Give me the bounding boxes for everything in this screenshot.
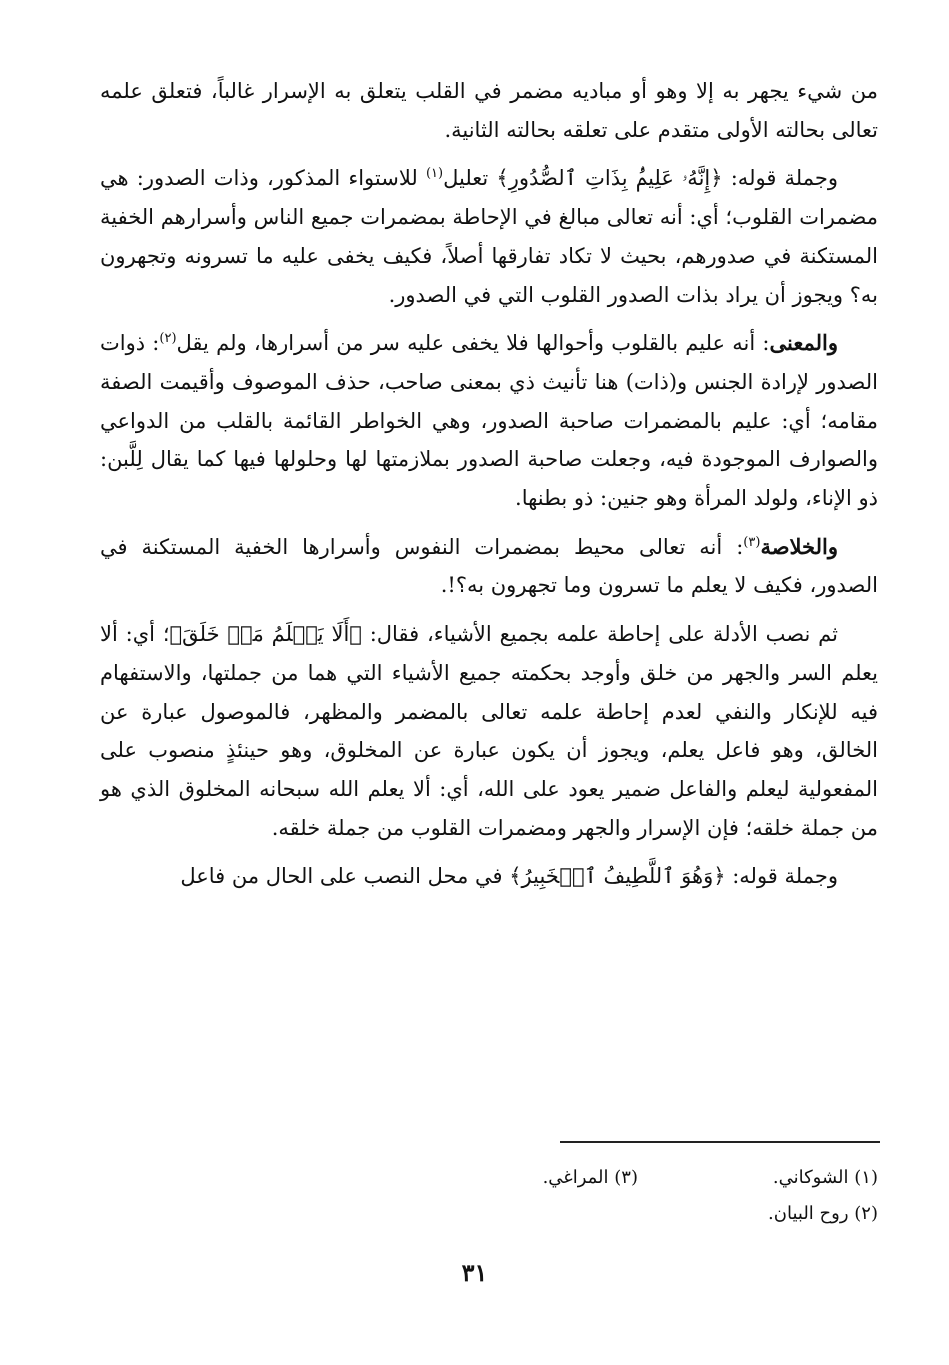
paragraph-5 xyxy=(100,615,878,847)
footnote-2 xyxy=(638,1196,878,1232)
paragraph-2-intro: وجملة قوله: xyxy=(722,166,838,191)
footnote-1-text: الشوكاني. xyxy=(772,1167,849,1188)
quran-verse-2: ﴿أَلَا يَعۡلَمُ مَنۡ خَلَقَ﴾ xyxy=(169,622,362,647)
footnote-3-text: المراغي. xyxy=(542,1167,609,1188)
footnote-2-num: (٢) xyxy=(854,1203,878,1224)
paragraph-6-text-b: في محل النصب على الحال من فاعل xyxy=(180,864,510,889)
footnote-1 xyxy=(638,1160,878,1196)
lead-word-summary: والخلاصة xyxy=(760,533,838,559)
paragraph-6-intro: وجملة قوله: xyxy=(725,864,838,889)
footnote-row-2 xyxy=(300,1196,878,1232)
footnote-row-1 xyxy=(300,1160,878,1196)
footnote-3-num: (٣) xyxy=(614,1167,638,1188)
paragraph-4 xyxy=(100,528,878,605)
footnote-ref-2: (٢) xyxy=(159,331,177,347)
footnotes xyxy=(300,1160,878,1232)
footnote-2-text: روح البيان. xyxy=(768,1203,849,1224)
paragraph-1 xyxy=(100,72,878,149)
footnote-ref-3: (٣) xyxy=(743,534,761,550)
paragraph-2-text-c: للاستواء المذكور، وذات الصدور: هي مضمرات القلوب؛ أي: أنه تعالى مبالغ في الإحاطة بمضمرات جميع الناس وأسرارهم الخفية المستكنة في صدورهم، بحيث لا تكاد تفارقها أصلاً، فكيف يخفى عليه ما تسرونه وتجهرون به؟ ويجوز أن يراد بذات الصدور القلوب التي في الصدور. xyxy=(100,166,878,307)
paragraph-4-text: : أنه تعالى محيط بمضمرات النفوس وأسرارها الخفية المستكنة في الصدور، فكيف لا يعلم ما تسرون وما تجهرون به؟!. xyxy=(100,534,878,598)
paragraph-6 xyxy=(100,857,878,896)
paragraph-5-intro: ثم نصب الأدلة على إحاطة علمه بجميع الأشياء، فقال: xyxy=(361,622,838,647)
quran-verse-3: ﴿وَهُوَ ٱللَّطِيفُ ٱلۡخَبِيرُ﴾ xyxy=(509,864,726,889)
main-text xyxy=(100,72,878,904)
paragraph-1-text: من شيء يجهر به إلا وهو أو مباديه مضمر في القلب يتعلق به الإسرار غالباً، فتعلق علمه تعالى بحالته الأولى متقدم على تعلقه بحالته الثانية. xyxy=(100,79,878,142)
paragraph-2 xyxy=(100,159,878,314)
paragraph-5-text-b: ؛ أي: ألا يعلم السر والجهر من خلق وأوجد بحكمته جميع الأشياء التي هما من جملتها، والاستفهام فيه للإنكار والنفي لعدم إحاطة علمه تعالى بالمضمر والمظهر، فالموصول عبارة عن الخالق، وهو فاعل يعلم، ويجوز أن يكون عبارة عن المخلوق، وهو حينئذٍ منصوب على المفعولية ليعلم والفاعل ضمير يعود على الله، أي: ألا يعلم الله سبحانه المخلوق الذي هو من جملة خلقه؛ فإن الإسرار والجهر ومضمرات القلوب من جملة خلقه. xyxy=(100,622,878,840)
paragraph-3-text-a: : أنه عليم بالقلوب وأحوالها فلا يخفى عليه سر من أسرارها، ولم يقل xyxy=(176,331,770,356)
footnote-1-num: (١) xyxy=(854,1167,878,1188)
paragraph-2-text-b: تعليل xyxy=(443,166,497,191)
lead-word-meaning: والمعنى xyxy=(769,330,838,356)
quran-verse-1: ﴿إِنَّهُۥ عَلِيمُۢ بِذَاتِ ٱلصُّدُورِ﴾ xyxy=(496,166,723,191)
paragraph-3-text-b: : ذوات الصدور لإرادة الجنس و(ذات) هنا تأنيث ذي بمعنى صاحب، حذف الموصوف وأقيمت الصفة مقامه؛ أي: عليم بالمضمرات صاحبة الصدور، وهي الخواطر القائمة بالقلب من الدواعي والصوارف الموجودة فيه، وجعلت صاحبة الصدور بملازمتها لها وحلولها فيها كما يقال لِلَّبن: ذو الإناء، ولولد المرأة وهو جنين: ذو بطنها. xyxy=(100,331,878,511)
footnote-3 xyxy=(398,1160,638,1196)
paragraph-3 xyxy=(100,324,878,518)
footnote-ref-1: (١) xyxy=(425,166,444,182)
page-number: ٣١ xyxy=(461,1258,488,1287)
footnote-separator xyxy=(560,1141,880,1143)
